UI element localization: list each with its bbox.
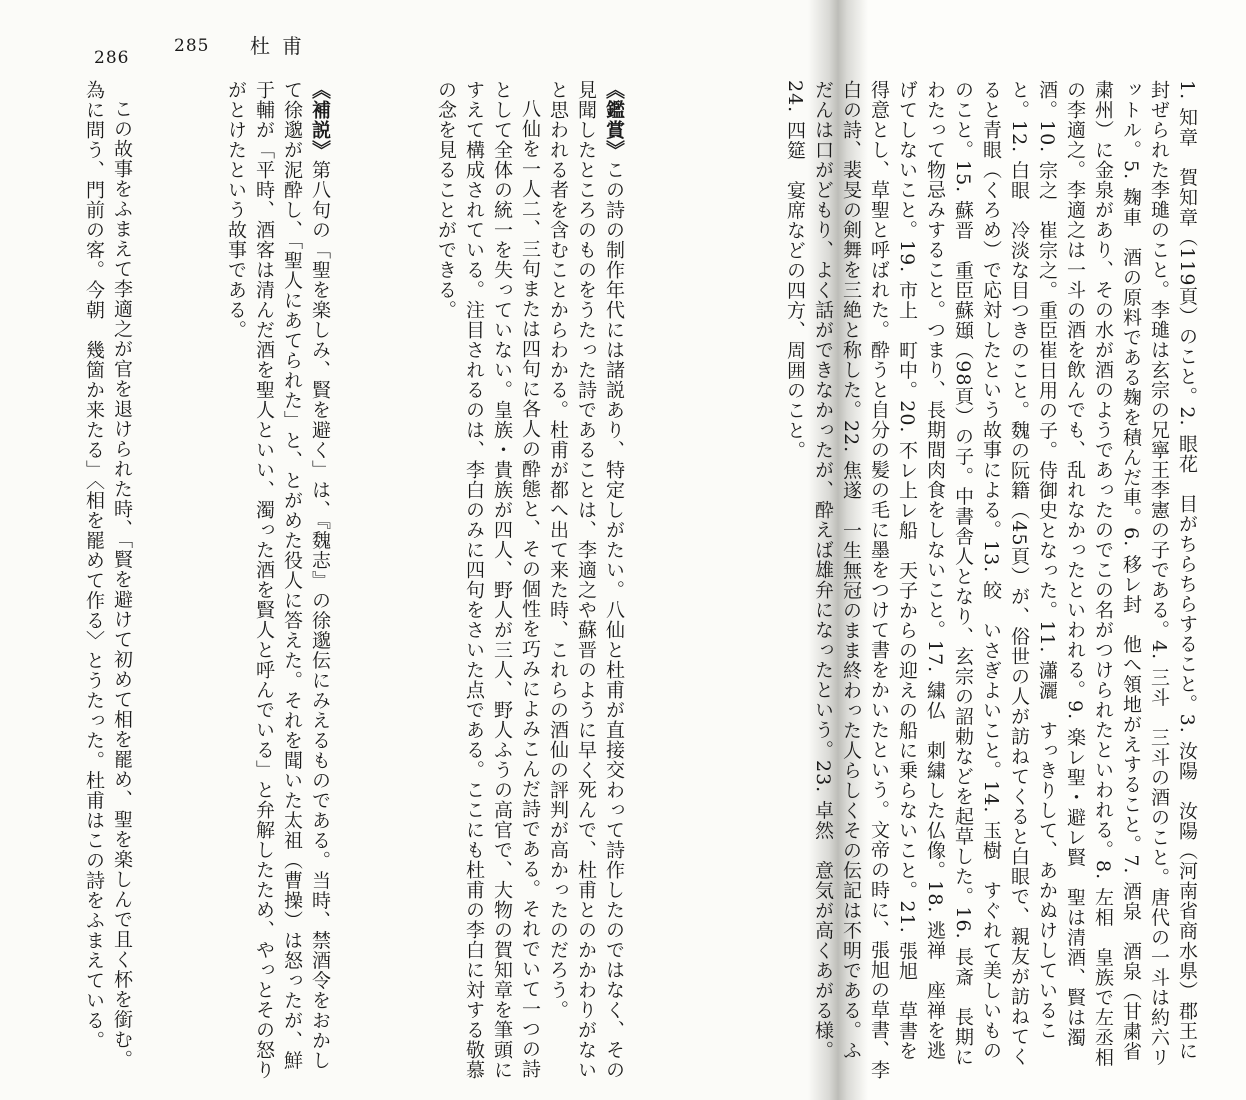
hosetsu-paragraph-1: 第八句の「聖を楽しみ、賢を避く」は、『魏志』の徐邈伝にみえるものである。当時、禁酒令をおかして徐邈が泥酔し、「聖人にあてられた」と、とがめた役人に答えた。それを聞いた太祖（曹操）は怒ったが、鮮于輔が「平時、酒客は清んだ酒を聖人といい、濁った酒を賢人と呼んでいる」と弁解したため、やっとその怒りがとけたという故事である。 [225, 80, 331, 1080]
hosetsu-heading: 《補説》 [309, 80, 331, 160]
kansho-section [348, 80, 628, 1080]
hosetsu-paragraph-2: この故事をふまえて李適之が官を退けられた時、「賢を避けて初めて相を罷め、聖を楽しんで且く杯を銜む。為に問う、門前の客。今朝 幾箇か来たる」〈相を罷めて作る〉とうたった。杜甫はこの詩をふまえている。 [83, 80, 133, 1070]
kansho-paragraph-2: 八仙を一人二、三句または四句に各人の酔態と、その個性を巧みによみこんだ詩である。それでいて一つの詩として全体の統一を失っていない。皇族・貴族が四人、野人が三人、野人ふうの高官で、大物の賀知章を筆頭にすえて構成されている。注目されるのは、李白のみに四句をさいた点である。ここにも杜甫の李白に対する敬慕の念を見ることができる。 [435, 80, 541, 1080]
hosetsu-continuation [36, 80, 136, 1080]
hosetsu-section [158, 80, 334, 1080]
page-number-left: 286 [94, 48, 130, 68]
running-title: 杜甫 [250, 34, 314, 58]
annotation-notes [784, 80, 1201, 1080]
kansho-paragraph-1: この詩の制作年代には諸説あり、特定しがたい。八仙と杜甫が直接交わって詩作したのではなく、その見聞したところのものをうたった詩であることは、李適之や蘇晋のように早く死んで、杜甫とのかかわりがないと思われる者を含むことからわかる。杜甫が都へ出て来た時、これらの酒仙の評判が高かったのだろう。 [547, 80, 625, 1080]
page-number-right: 285 [174, 36, 210, 56]
kansho-heading: 《鑑賞》 [603, 80, 625, 160]
notes-paragraph: 1. 知章 賀知章（119頁）のこと。2. 眼花 目がちらちらすること。3. 汝陽 汝陽（河南省商水県）郡王に封ぜられた李璡のこと。李璡は玄宗の兄寧王李憲の子である。4. 三斗 三斗の酒のこと。唐代の一斗は約六リットル。5. 麹車 酒の原料である麹を積んだ車。6. 移レ封 他へ領地がえすること。7. 酒泉 酒泉（甘粛省粛州）に金泉があり、その水が酒のようであったのでこの名がつけられたといわれる。8. 左相 皇族で左丞相の李適之。李適之は一斗の酒を飲んでも、乱れなかったといわれる。9. 楽レ聖・避レ賢 聖は清酒、賢は濁酒。10. 宗之 崔宗之。重臣崔日用の子。侍御史となった。11. 瀟灑 すっきりして、あかぬけしていること。12. 白眼 冷淡な目つきのこと。魏の阮籍（45頁）が、俗世の人が訪ねてくると白眼で、親友が訪ねてくると青眼（くろめ）で応対したという故事による。13. 皎 いさぎよいこと。14. 玉樹 すぐれて美しいもののこと。15. 蘇晋 重臣蘇頲（98頁）の子。中書舎人となり、玄宗の詔勅などを起草した。16. 長斎 長期にわたって物忌みすること。つまり、長期間肉食をしないこと。17. 繍仏 刺繍した仏像。18. 逃禅 座禅を逃げてしないこと。19. 市上 町中。20. 不レ上レ船 天子からの迎えの船に乗らないこと。21. 張旭 草書を得意とし、草聖と呼ばれた。酔うと自分の髪の毛に墨をつけて書をかいたという。文帝の時に、張旭の草書、李白の詩、裴旻の剣舞を三絶と称した。22. 焦遂 一生無冠のまま終わった人らしくその伝記は不明である。ふだんは口がどもり、よく話ができなかったが、酔えば雄弁になったという。23. 卓然 意気が高くあがる様。24. 四筵 宴席などの四方、周囲のこと。 [784, 80, 1198, 1080]
